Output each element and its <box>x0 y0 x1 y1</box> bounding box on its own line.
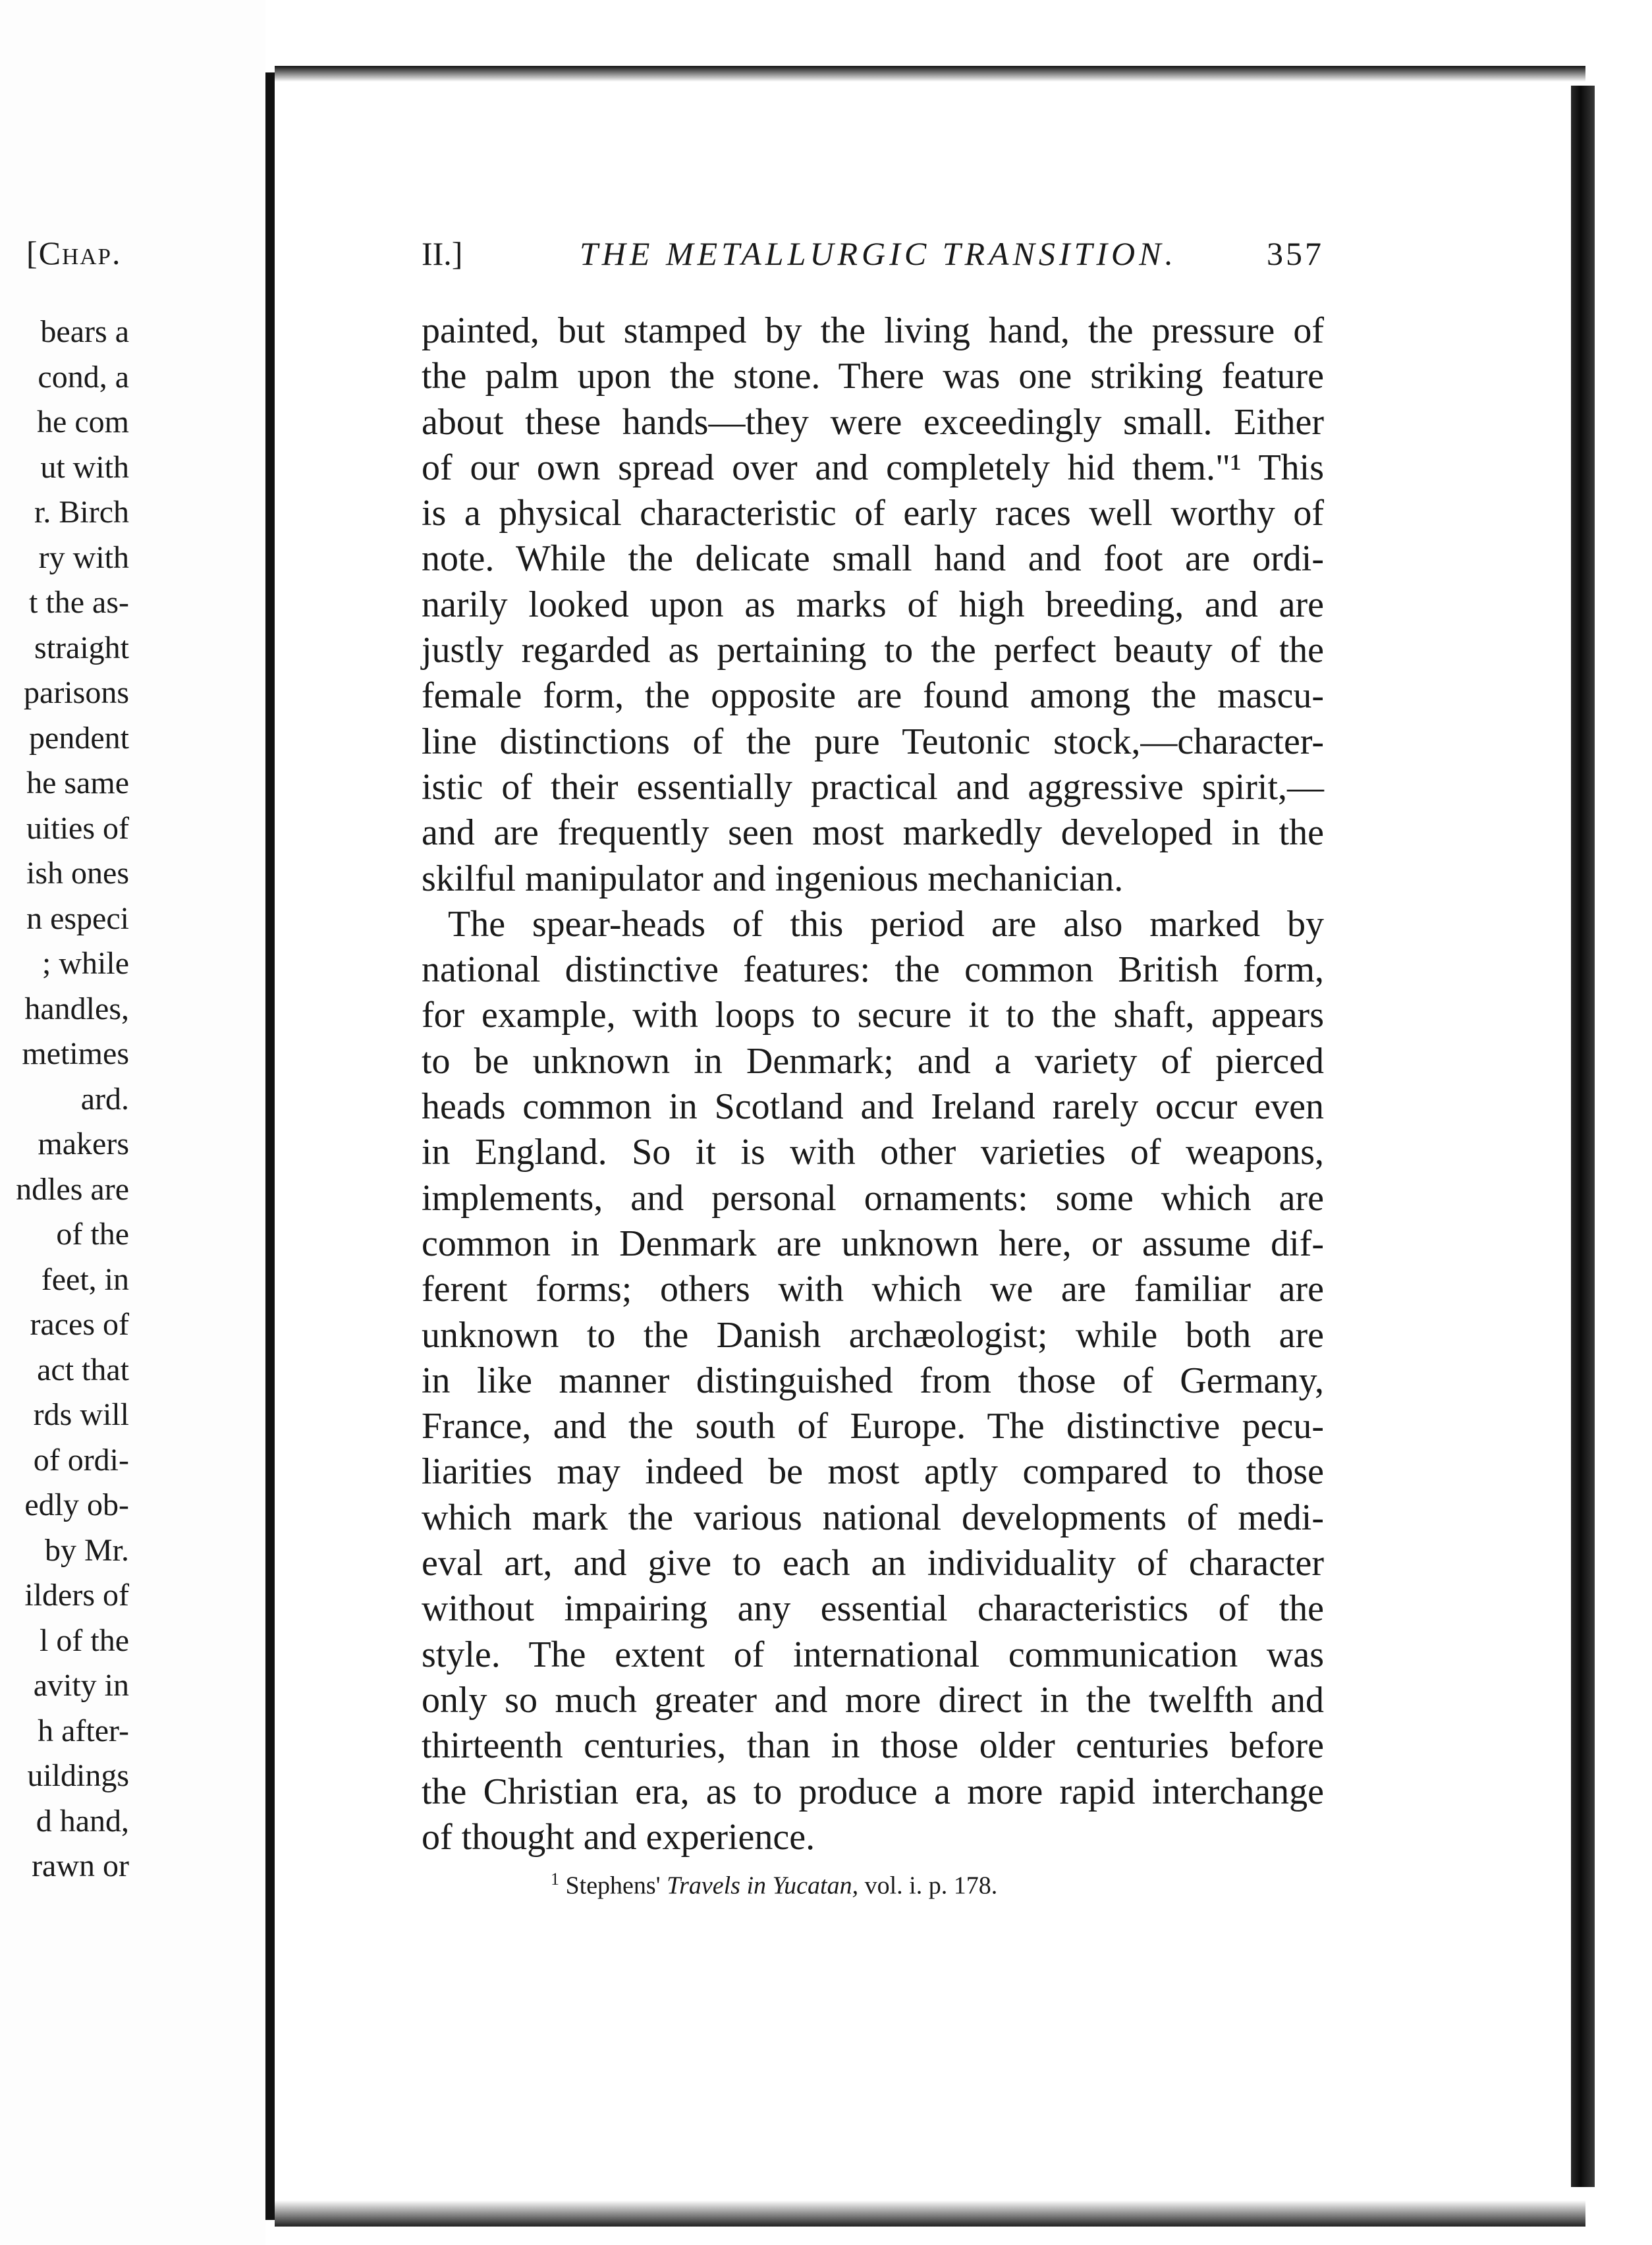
text-line: female form, the opposite are found among the mascu- <box>422 675 1324 717</box>
text-line: narily looked upon as marks of high breeding, and are <box>422 584 1324 625</box>
body-text <box>422 308 1324 1860</box>
page-binding-edge <box>265 72 275 2220</box>
text-line: thirteenth centuries, than in those older centuries before <box>422 1725 1324 1767</box>
footnote-marker: 1 <box>551 1870 559 1889</box>
text-line: ferent forms; others with which we are familiar are <box>422 1269 1324 1310</box>
text-line: in like manner distinguished from those of Germany, <box>422 1360 1324 1401</box>
text-line: common in Denmark are unknown here, or assume dif- <box>422 1223 1324 1264</box>
text-line: is a physical characteristic of early races well worthy of <box>422 493 1324 534</box>
facing-page-line: h after- <box>38 1713 129 1748</box>
page-fore-edge <box>1571 86 1595 2187</box>
chapter-marker: II.] <box>422 235 463 272</box>
text-line: skilful manipulator and ingenious mechanician. <box>422 858 1124 899</box>
text-line: of thought and experience. <box>422 1816 815 1858</box>
text-line: unknown to the Danish archæologist; while both are <box>422 1314 1324 1356</box>
facing-page-line: feet, in <box>41 1261 129 1297</box>
running-title: THE METALLURGIC TRANSITION. <box>580 235 1177 272</box>
footnote <box>551 1870 1341 1900</box>
facing-page-line: he same <box>26 765 129 800</box>
text-line: which mark the various national developments of medi- <box>422 1497 1324 1538</box>
facing-page-line: ilders of <box>24 1578 129 1613</box>
facing-page-line: ndles are <box>16 1171 129 1207</box>
facing-page-line: avity in <box>33 1668 129 1703</box>
facing-page-line: d hand, <box>36 1803 129 1839</box>
footnote-citation: vol. i. p. 178. <box>864 1871 998 1900</box>
facing-page-line: rds will <box>33 1397 129 1432</box>
running-head <box>422 235 1324 281</box>
facing-page-line: parisons <box>24 675 129 710</box>
facing-page-line: makers <box>38 1126 129 1161</box>
facing-page-line: ry with <box>38 540 129 575</box>
text-line: heads common in Scotland and Ireland rarely occur even <box>422 1086 1324 1128</box>
facing-page-line: ut with <box>40 449 129 485</box>
page-top-edge <box>275 66 1585 82</box>
facing-page-line: metimes <box>22 1036 129 1071</box>
facing-page-line: uildings <box>27 1758 129 1793</box>
facing-page-header: [Chap. <box>26 235 122 271</box>
footnote-work: Travels in Yucatan, <box>667 1871 859 1900</box>
text-line: about these hands—they were exceedingly small. Either <box>422 401 1324 443</box>
facing-page-line: t the as- <box>29 585 129 620</box>
facing-page-line: he com <box>37 404 129 439</box>
text-line: only so much greater and more direct in the twelfth and <box>422 1679 1324 1721</box>
page-bottom-edge <box>275 2200 1585 2227</box>
text-line: eval art, and give to each an individuality of character <box>422 1543 1324 1584</box>
text-line: liarities may indeed be most aptly compared to those <box>422 1451 1324 1493</box>
facing-page-line: r. Birch <box>34 495 129 530</box>
text-line: justly regarded as pertaining to the perfect beauty of the <box>422 630 1324 671</box>
facing-page-line: uities of <box>26 810 129 846</box>
facing-page-line: n especi <box>26 901 129 936</box>
facing-page-line: pendent <box>29 720 129 756</box>
text-line: the palm upon the stone. There was one striking feature <box>422 356 1324 397</box>
facing-page-line: bears a <box>40 314 129 349</box>
text-line: without impairing any essential characteristics of the <box>422 1588 1324 1630</box>
text-line: istic of their essentially practical and aggressive spirit,— <box>422 766 1324 808</box>
page-number: 357 <box>1267 235 1324 272</box>
facing-page-line: cond, a <box>38 359 129 395</box>
text-line: implements, and personal ornaments: some which are <box>422 1177 1324 1219</box>
text-line: and are frequently seen most markedly developed in the <box>422 812 1324 854</box>
facing-page-line: rawn or <box>32 1848 129 1883</box>
facing-page-text <box>0 310 129 1889</box>
facing-page-line: ard. <box>80 1081 129 1117</box>
facing-page-line: edly ob- <box>24 1487 129 1522</box>
footnote-author: Stephens' <box>565 1871 661 1900</box>
text-line: line distinctions of the pure Teutonic stock,—character- <box>422 721 1324 762</box>
facing-page-line: by Mr. <box>44 1532 129 1568</box>
text-line: national distinctive features: the common British form, <box>422 949 1324 991</box>
facing-page-line: ish ones <box>26 856 129 891</box>
facing-page-line: act that <box>37 1352 129 1387</box>
text-line: the Christian era, as to produce a more rapid interchange <box>422 1771 1324 1812</box>
facing-page-line: of the <box>56 1217 129 1252</box>
text-line: The spear-heads of this period are also marked by <box>448 903 1324 945</box>
facing-page-line: ; while <box>42 946 129 981</box>
text-line: painted, but stamped by the living hand, the pressure of <box>422 310 1324 351</box>
facing-page-line: straight <box>34 630 129 665</box>
facing-page-line: handles, <box>24 991 129 1026</box>
facing-page-line: l of the <box>40 1622 129 1658</box>
text-line: France, and the south of Europe. The distinctive pecu- <box>422 1406 1324 1447</box>
text-line: to be unknown in Denmark; and a variety of pierced <box>422 1040 1324 1082</box>
text-line: in England. So it is with other varieties of weapons, <box>422 1132 1324 1173</box>
facing-page-line: races of <box>30 1307 129 1342</box>
text-line: style. The extent of international communication was <box>422 1634 1324 1675</box>
text-line: note. While the delicate small hand and foot are ordi- <box>422 538 1324 580</box>
text-line: of our own spread over and completely hid them."¹ This <box>422 447 1324 488</box>
facing-page-line: of ordi- <box>33 1442 129 1478</box>
text-line: for example, with loops to secure it to the shaft, appears <box>422 995 1324 1036</box>
